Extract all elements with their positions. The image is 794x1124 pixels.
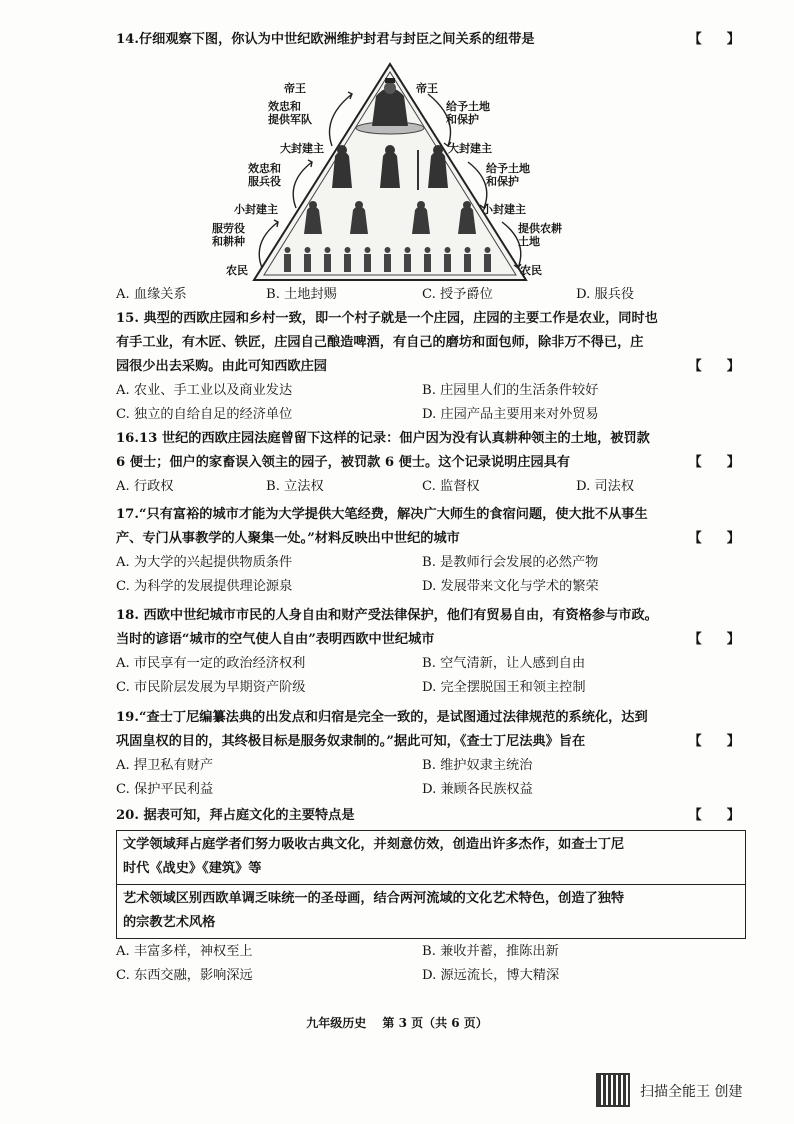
- option-19-c[interactable]: C. 保护平民利益: [116, 782, 214, 797]
- question-20: [116, 804, 746, 828]
- table-row-literature: 文学领域拜占庭学者们努力吸收古典文化，并刻意仿效，创造出许多杰作，如查士丁尼 时代《战史》《建筑》等: [123, 837, 625, 876]
- label-peasant-right: 农民: [520, 264, 542, 277]
- option-19-a[interactable]: A. 捍卫私有财产: [116, 758, 214, 773]
- answer-bracket-18[interactable]: 【 】: [688, 632, 746, 647]
- label-loyalty-troops-2: 提供军队: [268, 113, 312, 126]
- question-14: [116, 28, 746, 52]
- option-17-c[interactable]: C. 为科学的发展提供理论源泉: [116, 579, 293, 594]
- page-footer: [0, 1014, 794, 1031]
- question-15-line-1: 15. 典型的西欧庄园和乡村一致，即一个村子就是一个庄园，庄园的主要工作是农业，同时也: [116, 311, 658, 326]
- label-grant-protect-4: 和保护: [486, 175, 519, 188]
- option-20-c[interactable]: C. 东西交融，影响深远: [116, 968, 253, 983]
- label-labor-farming-2: 和耕种: [212, 235, 245, 248]
- option-15-c[interactable]: C. 独立的自给自足的经济单位: [116, 407, 293, 422]
- option-15-b[interactable]: B. 庄园里人们的生活条件较好: [422, 383, 599, 398]
- label-labor-farming-1: 服劳役: [212, 222, 245, 235]
- table-row-art: 艺术领域区别西欧单调乏味统一的圣母画，结合两河流域的文化艺术特色，创造了独特 的宗教艺术风格: [117, 884, 745, 938]
- question-17: [116, 503, 746, 599]
- label-loyalty-troops-1: 效忠和: [268, 100, 301, 113]
- option-15-a[interactable]: A. 农业、手工业以及商业发达: [116, 383, 293, 398]
- option-16-d[interactable]: D. 司法权: [576, 479, 635, 494]
- option-20-a[interactable]: A. 丰富多样，神权至上: [116, 944, 253, 959]
- label-great-lord-left: 大封建主: [280, 142, 324, 155]
- question-18: [116, 604, 746, 700]
- question-16-line-2: 6 便士；佃户的家畜误入领主的园子，被罚款 6 便士。这个记录说明庄园具有 【 】: [116, 451, 746, 475]
- answer-bracket-15[interactable]: 【 】: [688, 359, 746, 374]
- byzantine-culture-table: [116, 830, 746, 939]
- label-grant-protect-3: 给予土地: [486, 162, 530, 175]
- label-loyalty-service-2: 服兵役: [248, 175, 281, 188]
- question-20-options: [116, 940, 746, 988]
- question-17-line-1: 17.“只有富裕的城市才能为大学提供大笔经费，解决广大师生的食宿问题，使大批不从事生: [116, 507, 648, 522]
- question-19: [116, 706, 746, 802]
- option-18-b[interactable]: B. 空气清新，让人感到自由: [422, 656, 586, 671]
- question-14-options: [116, 283, 746, 307]
- qr-code-icon: [596, 1073, 630, 1107]
- question-16: [116, 427, 746, 499]
- label-lesser-lord-right: 小封建主: [482, 203, 526, 216]
- footer-subject: 九年级历史: [306, 1016, 367, 1030]
- label-loyalty-service-1: 效忠和: [248, 162, 281, 175]
- answer-bracket-20[interactable]: 【 】: [688, 808, 746, 823]
- option-19-b[interactable]: B. 维护奴隶主统治: [422, 758, 533, 773]
- question-19-line-2: 巩固皇权的目的，其终极目标是服务奴隶制的。”据此可知，《查士丁尼法典》旨在 【 】: [116, 730, 746, 754]
- answer-bracket-19[interactable]: 【 】: [688, 734, 746, 749]
- scanner-watermark: [596, 1073, 786, 1113]
- question-16-line-1: 16.13 世纪的西欧庄园法庭曾留下这样的记录：佃户因为没有认真耕种领主的土地，被罚款: [116, 431, 650, 446]
- option-17-b[interactable]: B. 是教师行会发展的必然产物: [422, 555, 599, 570]
- label-provide-land-1: 提供农耕: [518, 222, 562, 235]
- answer-bracket-16[interactable]: 【 】: [688, 455, 746, 470]
- question-20-line-1: 20. 据表可知，拜占庭文化的主要特点是 【 】: [116, 804, 746, 828]
- label-grant-protect-1: 给予土地: [446, 100, 490, 113]
- label-great-lord-right: 大封建主: [448, 142, 492, 155]
- option-14-b[interactable]: B. 土地封赐: [266, 287, 337, 302]
- question-15: [116, 307, 746, 427]
- footer-page-number: 第 3 页（共 6 页）: [382, 1016, 488, 1030]
- question-18-line-1: 18. 西欧中世纪城市市民的人身自由和财产受法律保护，他们有贸易自由，有资格参与市政。: [116, 608, 658, 623]
- option-17-a[interactable]: A. 为大学的兴起提供物质条件: [116, 555, 293, 570]
- answer-bracket-17[interactable]: 【 】: [688, 531, 746, 546]
- option-14-a[interactable]: A. 血缘关系: [116, 287, 187, 302]
- watermark-text: 扫描全能王 创建: [640, 1084, 743, 1100]
- option-18-c[interactable]: C. 市民阶层发展为早期资产阶级: [116, 680, 306, 695]
- label-peasant-left: 农民: [226, 264, 248, 277]
- answer-bracket-14[interactable]: 【 】: [688, 32, 746, 47]
- label-grant-protect-2: 和保护: [446, 113, 479, 126]
- option-17-d[interactable]: D. 发展带来文化与学术的繁荣: [422, 579, 599, 594]
- option-16-a[interactable]: A. 行政权: [116, 479, 174, 494]
- label-lesser-lord-left: 小封建主: [234, 203, 278, 216]
- question-14-stem: 14.仔细观察下图，你认为中世纪欧洲维护封君与封臣之间关系的纽带是 【 】: [116, 28, 746, 52]
- option-14-d[interactable]: D. 服兵役: [576, 287, 635, 302]
- question-19-line-1: 19.“查士丁尼编纂法典的出发点和归宿是完全一致的，是试图通过法律规范的系统化，达到: [116, 710, 648, 725]
- option-15-d[interactable]: D. 庄园产品主要用来对外贸易: [422, 407, 599, 422]
- question-17-line-2: 产、专门从事教学的人聚集一处。”材料反映出中世纪的城市 【 】: [116, 527, 746, 551]
- label-provide-land-2: 土地: [518, 235, 540, 248]
- option-20-b[interactable]: B. 兼收并蓄，推陈出新: [422, 944, 559, 959]
- label-emperor-left: 帝王: [284, 82, 306, 95]
- question-18-line-2: 当时的谚语“城市的空气使人自由”表明西欧中世纪城市 【 】: [116, 628, 746, 652]
- option-16-b[interactable]: B. 立法权: [266, 479, 324, 494]
- option-14-c[interactable]: C. 授予爵位: [422, 287, 493, 302]
- option-18-a[interactable]: A. 市民享有一定的政治经济权利: [116, 656, 306, 671]
- option-16-c[interactable]: C. 监督权: [422, 479, 480, 494]
- option-18-d[interactable]: D. 完全摆脱国王和领主控制: [422, 680, 586, 695]
- label-emperor-right: 帝王: [416, 82, 438, 95]
- question-15-line-3: 园很少出去采购。由此可知西欧庄园 【 】: [116, 355, 746, 379]
- question-15-line-2: 有手工业，有木匠、铁匠，庄园自己酿造啤酒，有自己的磨坊和面包师，除非万不得已，庄: [116, 335, 644, 350]
- option-20-d[interactable]: D. 源远流长，博大精深: [422, 968, 560, 983]
- option-19-d[interactable]: D. 兼顾各民族权益: [422, 782, 533, 797]
